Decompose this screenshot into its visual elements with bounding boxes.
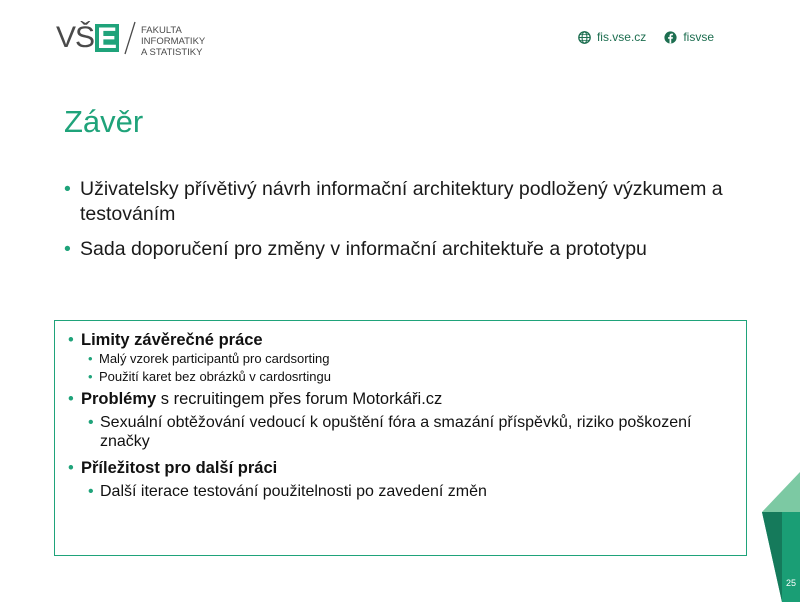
- opportunity-heading: [68, 458, 728, 478]
- problems-item: [68, 413, 728, 451]
- bullet-marker: •: [68, 390, 74, 408]
- header-links: [578, 30, 714, 44]
- summary-list: [68, 330, 728, 501]
- bullet-marker: •: [88, 483, 94, 500]
- summary-box: [54, 320, 747, 556]
- limits-heading: [68, 330, 728, 350]
- logo-faculty-name: [141, 25, 205, 58]
- vse-fis-logo: [56, 18, 205, 58]
- website-label: fis.vse.cz: [596, 30, 647, 44]
- slide-title: Závěr: [64, 104, 144, 139]
- main-bullet-list: [64, 177, 744, 272]
- page-number: 25: [785, 578, 796, 588]
- limits-item-text: Použití karet bez obrázků v cardosrtingu: [99, 368, 331, 384]
- globe-icon: [578, 31, 591, 44]
- opportunity-item: [68, 482, 728, 501]
- facebook-label: fisvse: [683, 30, 714, 44]
- main-bullet: [64, 177, 744, 227]
- bullet-marker: •: [88, 414, 94, 431]
- logo-slash: [123, 20, 137, 56]
- bullet-marker: •: [64, 238, 71, 260]
- bullet-marker: •: [88, 351, 93, 366]
- logo-letters: VŠ: [56, 21, 95, 54]
- logo-line: A STATISTIKY: [141, 47, 203, 58]
- bullet-marker: •: [64, 178, 71, 200]
- bullet-marker: •: [88, 368, 93, 384]
- bullet-marker: •: [68, 459, 74, 477]
- limits-heading-text: Limity závěrečné práce: [81, 331, 263, 349]
- facebook-link[interactable]: [664, 30, 714, 44]
- facebook-icon: [664, 31, 677, 44]
- website-link[interactable]: [578, 30, 646, 44]
- bullet-marker: •: [68, 331, 74, 349]
- logo-line: FAKULTA: [141, 25, 182, 36]
- problems-heading-rest: s recruitingem přes forum Motorkáři.cz: [156, 390, 443, 408]
- main-bullet: [64, 237, 744, 262]
- opportunity-heading-text: Příležitost pro další práci: [81, 459, 278, 477]
- problems-heading-bold: Problémy: [81, 390, 157, 408]
- limits-item: [68, 368, 728, 386]
- main-bullet-text: Uživatelsky přívětivý návrh informační architektury podložený výzkumem a testováním: [80, 178, 723, 225]
- problems-item-text: Sexuální obtěžování vedoucí k opuštění fóra a smazání příspěvků, riziko poškození značky: [100, 414, 692, 450]
- logo-e-block: E: [97, 22, 118, 55]
- main-bullet-text: Sada doporučení pro změny v informační architektuře a prototypu: [80, 238, 647, 260]
- limits-item-text: Malý vzorek participantů pro cardsorting: [99, 351, 330, 366]
- logo-line: INFORMATIKY: [141, 36, 206, 47]
- problems-heading: [68, 389, 728, 409]
- opportunity-item-text: Další iterace testování použitelnosti po zavedení změn: [100, 483, 487, 500]
- limits-item: [68, 350, 728, 368]
